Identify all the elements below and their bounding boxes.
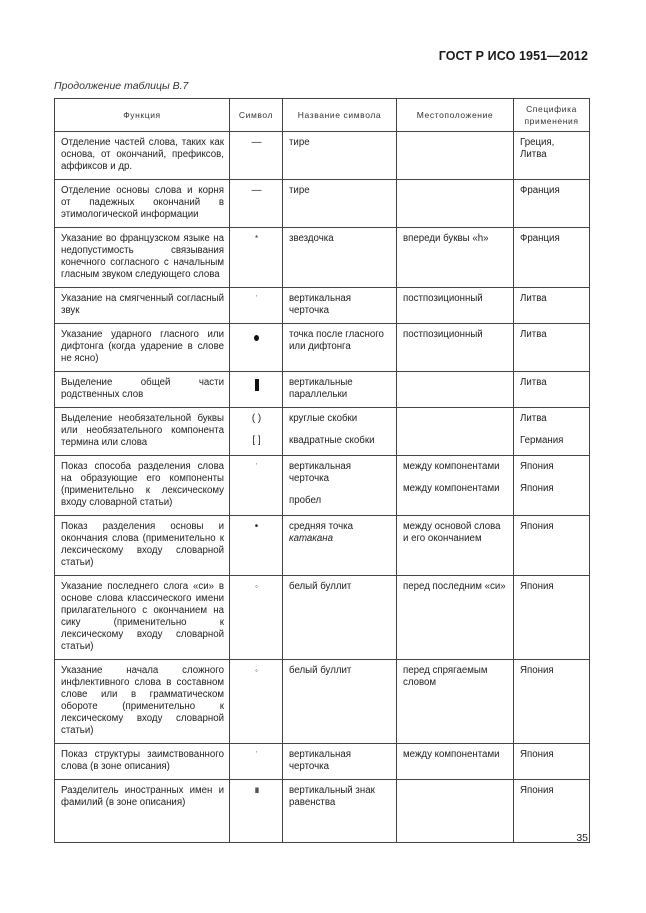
asterisk-symbol: * — [254, 234, 259, 243]
function-cell: Указание начала сложного инфлективного слова в составном слове или в грамматическом обороте (применительно к лексическому входу словарной статьи) — [55, 660, 230, 744]
symbol-name: круглые скобки — [289, 413, 358, 424]
location-cell — [397, 372, 514, 408]
usage-value: Германия — [520, 435, 564, 446]
location-cell — [397, 408, 514, 456]
location-cell: перед спрягаемым словом — [397, 660, 514, 744]
spacer — [289, 485, 391, 495]
spacer — [236, 425, 277, 435]
symbol-name-italic: катакана — [289, 533, 333, 544]
symbol-cell — [230, 660, 283, 744]
symbol-name-cell — [283, 516, 397, 576]
symbol-name-cell: звездочка — [283, 228, 397, 288]
function-cell: Указание на смягченный согласный звук — [55, 288, 230, 324]
function-cell: Выделение необязательной буквы или необязательного компонента термина или слова — [55, 408, 230, 456]
symbol-cell — [230, 228, 283, 288]
white-bullet-symbol: ◦ — [255, 666, 258, 675]
symbol-name-cell: белый буллит — [283, 576, 397, 660]
location-value: между компонентами — [403, 483, 500, 494]
usage-cell: Литва — [514, 372, 590, 408]
function-cell: Указание во французском языке на недопустимость связывания конечного согласного с начальным гласным звуком следующего слова — [55, 228, 230, 288]
table-caption: Продолжение таблицы В.7 — [54, 80, 189, 92]
usage-cell — [514, 456, 590, 516]
location-cell — [397, 456, 514, 516]
symbol-name: средняя точка — [289, 521, 353, 532]
vertical-equals-symbol: ıı — [254, 785, 259, 796]
symbol-cell — [230, 288, 283, 324]
usage-value: Греция, — [520, 137, 555, 148]
table-row — [55, 456, 590, 516]
col-header-function: Функция — [55, 99, 230, 132]
symbol-name-cell — [283, 408, 397, 456]
usage-cell: Япония — [514, 576, 590, 660]
usage-cell: Япония — [514, 516, 590, 576]
table-row — [55, 324, 590, 372]
usage-value: Литва — [520, 413, 547, 424]
usage-value: Япония — [520, 483, 554, 494]
usage-cell: Франция — [514, 228, 590, 288]
usage-cell: Франция — [514, 180, 590, 228]
table-row — [55, 228, 590, 288]
symbol-cell — [230, 456, 283, 516]
round-brackets-symbol: ( ) — [251, 413, 262, 424]
location-cell: между компонентами — [397, 744, 514, 780]
location-cell — [397, 132, 514, 180]
location-cell: впереди буквы «h» — [397, 228, 514, 288]
location-cell — [397, 780, 514, 843]
symbol-name-cell: вертикальный знак равенства — [283, 780, 397, 843]
standard-header: ГОСТ Р ИСО 1951—2012 — [438, 49, 588, 63]
function-cell: Указание ударного гласного или дифтонга (когда ударение в слове не ясно) — [55, 324, 230, 372]
vertical-tick-symbol: ˈ — [255, 462, 258, 471]
usage-cell: Литва — [514, 324, 590, 372]
location-cell: постпозиционный — [397, 288, 514, 324]
function-cell: Показ разделения основы и окончания слова (применительно к лексическому входу словарной статьи) — [55, 516, 230, 576]
table-row — [55, 372, 590, 408]
stress-dot-icon — [254, 335, 259, 341]
function-cell: Выделение общей части родственных слов — [55, 372, 230, 408]
table-header-row — [55, 99, 590, 132]
usage-value: Литва — [520, 149, 547, 160]
spacer — [403, 473, 508, 483]
location-cell: перед последним «си» — [397, 576, 514, 660]
symbol-name-cell: вертикальная черточка — [283, 288, 397, 324]
location-value: между компонентами — [403, 461, 500, 472]
spacer — [289, 425, 391, 435]
function-cell: Разделитель иностранных имен и фамилий (в зоне описания) — [55, 780, 230, 843]
location-cell: постпозиционный — [397, 324, 514, 372]
vertical-tick-symbol: ˈ — [255, 750, 258, 759]
symbol-cell — [230, 372, 283, 408]
table-row — [55, 288, 590, 324]
usage-cell: Литва — [514, 288, 590, 324]
symbol-name-cell: тире — [283, 180, 397, 228]
symbol-cell — [230, 780, 283, 843]
symbol-name: вертикальная черточка — [289, 461, 351, 484]
white-bullet-symbol: ◦ — [255, 582, 258, 591]
symbol-name-cell: белый буллит — [283, 660, 397, 744]
location-cell — [397, 180, 514, 228]
usage-cell — [514, 132, 590, 180]
middle-dot-symbol: • — [254, 521, 259, 532]
parallel-bars-icon — [255, 379, 259, 391]
symbol-name-cell — [283, 456, 397, 516]
table-row — [55, 744, 590, 780]
spacer — [520, 425, 584, 435]
usage-cell: Япония — [514, 780, 590, 843]
usage-value: Япония — [520, 461, 554, 472]
page-number: 35 — [576, 832, 588, 844]
symbol-name-cell: вертикальные параллельки — [283, 372, 397, 408]
col-header-symbol: Символ — [230, 99, 283, 132]
function-cell: Отделение частей слова, таких как основа, от окончаний, префиксов, аффиксов и др. — [55, 132, 230, 180]
symbol-cell — [230, 180, 283, 228]
dash-symbol: — — [251, 185, 262, 196]
symbol-cell — [230, 132, 283, 180]
usage-cell — [514, 408, 590, 456]
table-row — [55, 780, 590, 843]
usage-cell: Япония — [514, 660, 590, 744]
vertical-tick-symbol: ˈ — [255, 294, 258, 303]
spacer — [520, 473, 584, 483]
symbol-name: пробел — [289, 495, 322, 506]
function-cell: Отделение основы слова и корня от падежных окончаний в этимологической информации — [55, 180, 230, 228]
symbol-name: квадратные скобки — [289, 435, 375, 446]
function-cell: Показ структуры заимствованного слова (в зоне описания) — [55, 744, 230, 780]
table-row — [55, 408, 590, 456]
location-cell: между основой слова и его окончанием — [397, 516, 514, 576]
table-row — [55, 660, 590, 744]
table-row — [55, 180, 590, 228]
symbol-name-cell: точка после гласного или дифтонга — [283, 324, 397, 372]
symbol-cell — [230, 744, 283, 780]
dash-symbol: — — [251, 137, 262, 148]
symbol-cell — [230, 324, 283, 372]
symbol-cell — [230, 516, 283, 576]
table-row — [55, 132, 590, 180]
symbols-table — [54, 98, 590, 843]
symbol-cell — [230, 408, 283, 456]
function-cell: Показ способа разделения слова на образующие его компоненты (применительно к лексическому входу словарной статьи) — [55, 456, 230, 516]
square-brackets-symbol: [ ] — [252, 435, 261, 446]
col-header-location: Местоположение — [397, 99, 514, 132]
function-cell: Указание последнего слога «си» в основе слова классического имени прилагательного с окончанием на сику (применительно к лексическому входу словарной статьи) — [55, 576, 230, 660]
table-row — [55, 576, 590, 660]
col-header-symbol-name: Название символа — [283, 99, 397, 132]
table-row — [55, 516, 590, 576]
symbol-cell — [230, 576, 283, 660]
symbol-name-cell: вертикальная черточка — [283, 744, 397, 780]
usage-cell: Япония — [514, 744, 590, 780]
col-header-usage: Специфика применения — [514, 99, 590, 132]
symbol-name-cell: тире — [283, 132, 397, 180]
